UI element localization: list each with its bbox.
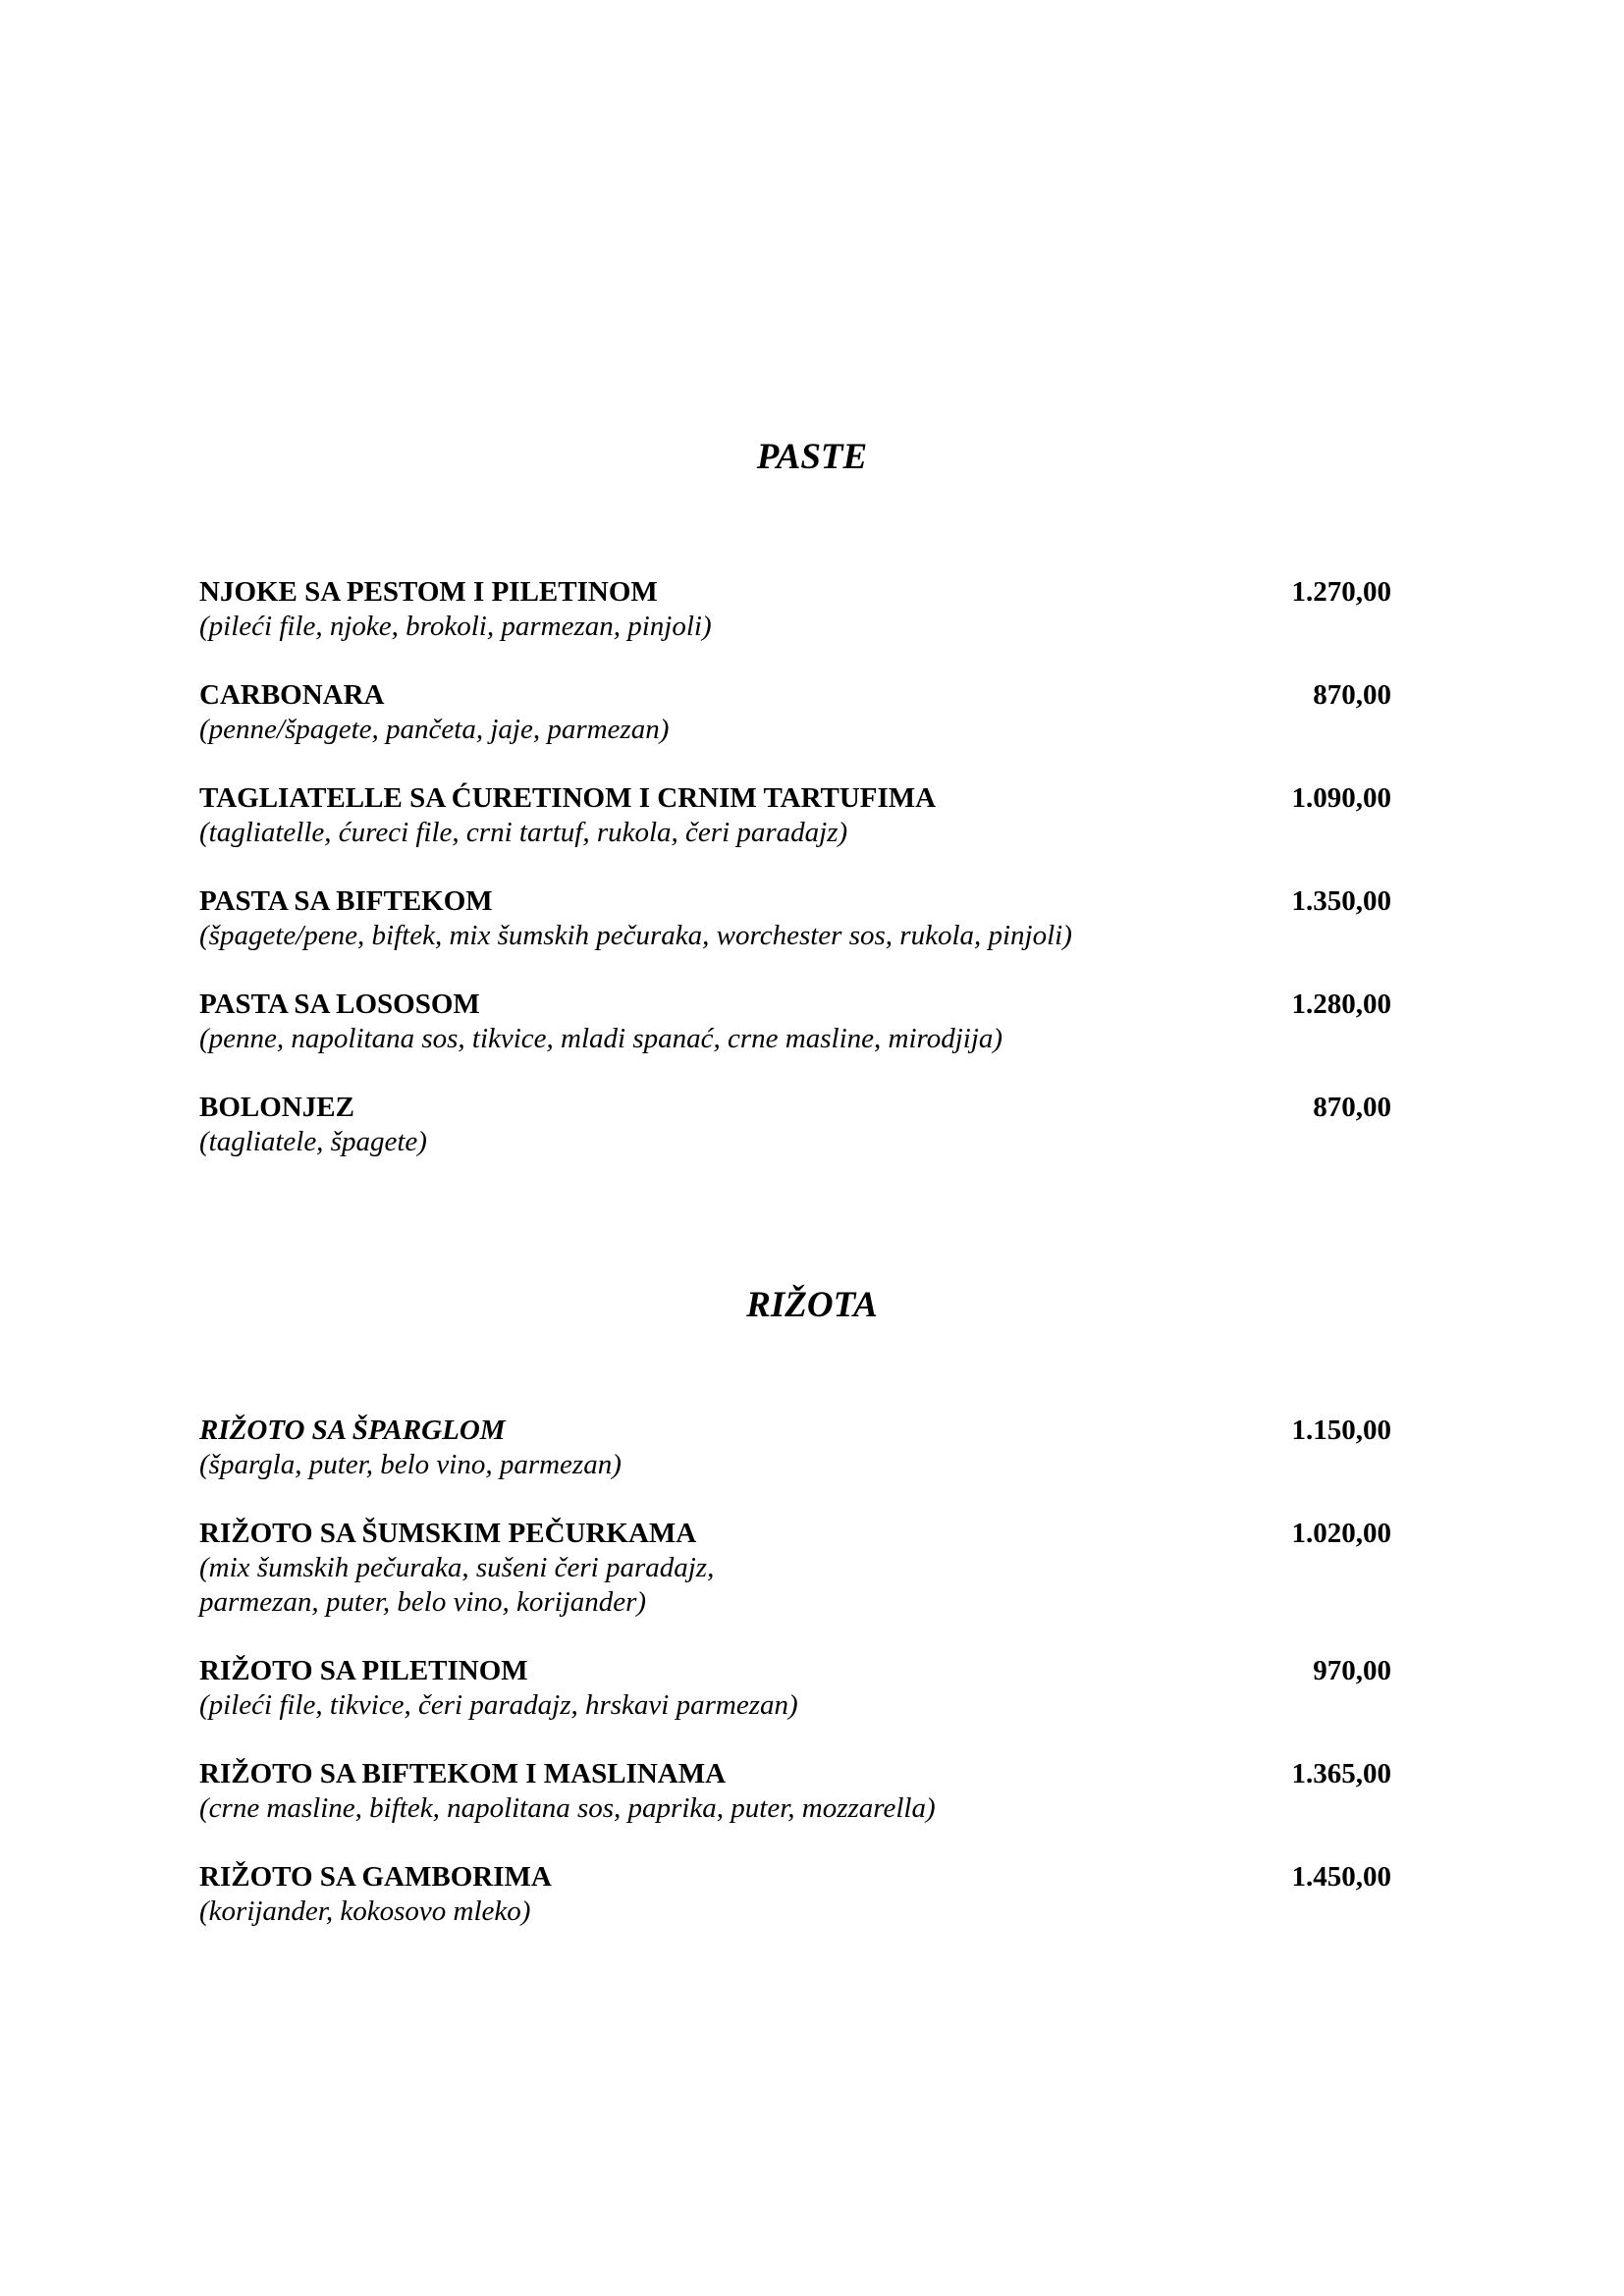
item-price: 1.020,00 [1291, 1518, 1391, 1549]
item-name: BOLONJEZ [199, 1092, 354, 1123]
item-name: RIŽOTO SA GAMBORIMA [199, 1861, 552, 1893]
menu-list-paste [199, 575, 1391, 1194]
item-description: (korijander, kokosovo mleko) [199, 1896, 531, 1927]
item-name: RIŽOTO SA BIFTEKOM I MASLINAMA [199, 1758, 727, 1789]
menu-item [199, 1091, 1391, 1159]
item-price: 1.450,00 [1291, 1861, 1391, 1893]
item-description: (tagliatele, špagete) [199, 1126, 427, 1157]
section-title-paste: PASTE [756, 437, 868, 477]
item-description: (tagliatelle, ćureci file, crni tartuf, rukola, čeri paradajz) [199, 817, 848, 848]
item-price: 1.365,00 [1291, 1758, 1391, 1789]
item-name: RIŽOTO SA ŠPARGLOM [199, 1415, 506, 1446]
menu-item [199, 1757, 1391, 1826]
item-description: (penne, napolitana sos, tikvice, mladi spanać, crne masline, mirodjija) [199, 1023, 1003, 1054]
menu-item [199, 1517, 1391, 1620]
menu-item [199, 575, 1391, 644]
item-name: RIŽOTO SA PILETINOM [199, 1655, 528, 1686]
item-description: (špargla, puter, belo vino, parmezan) [199, 1449, 622, 1480]
item-price: 1.280,00 [1291, 988, 1391, 1020]
item-price: 970,00 [1313, 1655, 1391, 1686]
item-description: parmezan, puter, belo vino, korijander) [199, 1586, 647, 1618]
item-description: (crne masline, biftek, napolitana sos, paprika, puter, mozzarella) [199, 1792, 936, 1824]
item-name: RIŽOTO SA ŠUMSKIM PEČURKAMA [199, 1518, 697, 1549]
item-description: (špagete/pene, biftek, mix šumskih pečuraka, worchester sos, rukola, pinjoli) [199, 920, 1072, 951]
menu-item [199, 1860, 1391, 1929]
item-price: 870,00 [1313, 679, 1391, 711]
item-name: PASTA SA BIFTEKOM [199, 885, 493, 917]
menu-item [199, 988, 1391, 1056]
item-name: CARBONARA [199, 679, 385, 711]
menu-item [199, 678, 1391, 747]
menu-item [199, 884, 1391, 953]
item-description: (penne/špagete, pančeta, jaje, parmezan) [199, 714, 670, 745]
menu-item [199, 781, 1391, 850]
menu-item [199, 1654, 1391, 1723]
item-name: TAGLIATELLE SA ĆURETINOM I CRNIM TARTUFIMA [199, 782, 937, 814]
menu-list-rizota [199, 1414, 1391, 1963]
item-description: (mix šumskih pečuraka, sušeni čeri paradajz, [199, 1552, 715, 1583]
item-name: PASTA SA LOSOSOM [199, 988, 480, 1020]
menu-item [199, 1414, 1391, 1482]
item-description: (pileći file, njoke, brokoli, parmezan, pinjoli) [199, 611, 712, 642]
section-title-rizota: RIŽOTA [746, 1285, 878, 1325]
item-name: NJOKE SA PESTOM I PILETINOM [199, 576, 658, 608]
item-price: 1.090,00 [1291, 782, 1391, 814]
item-price: 1.350,00 [1291, 885, 1391, 917]
item-price: 1.270,00 [1291, 576, 1391, 608]
item-price: 1.150,00 [1291, 1415, 1391, 1446]
item-description: (pileći file, tikvice, čeri paradajz, hrskavi parmezan) [199, 1689, 798, 1721]
item-price: 870,00 [1313, 1092, 1391, 1123]
